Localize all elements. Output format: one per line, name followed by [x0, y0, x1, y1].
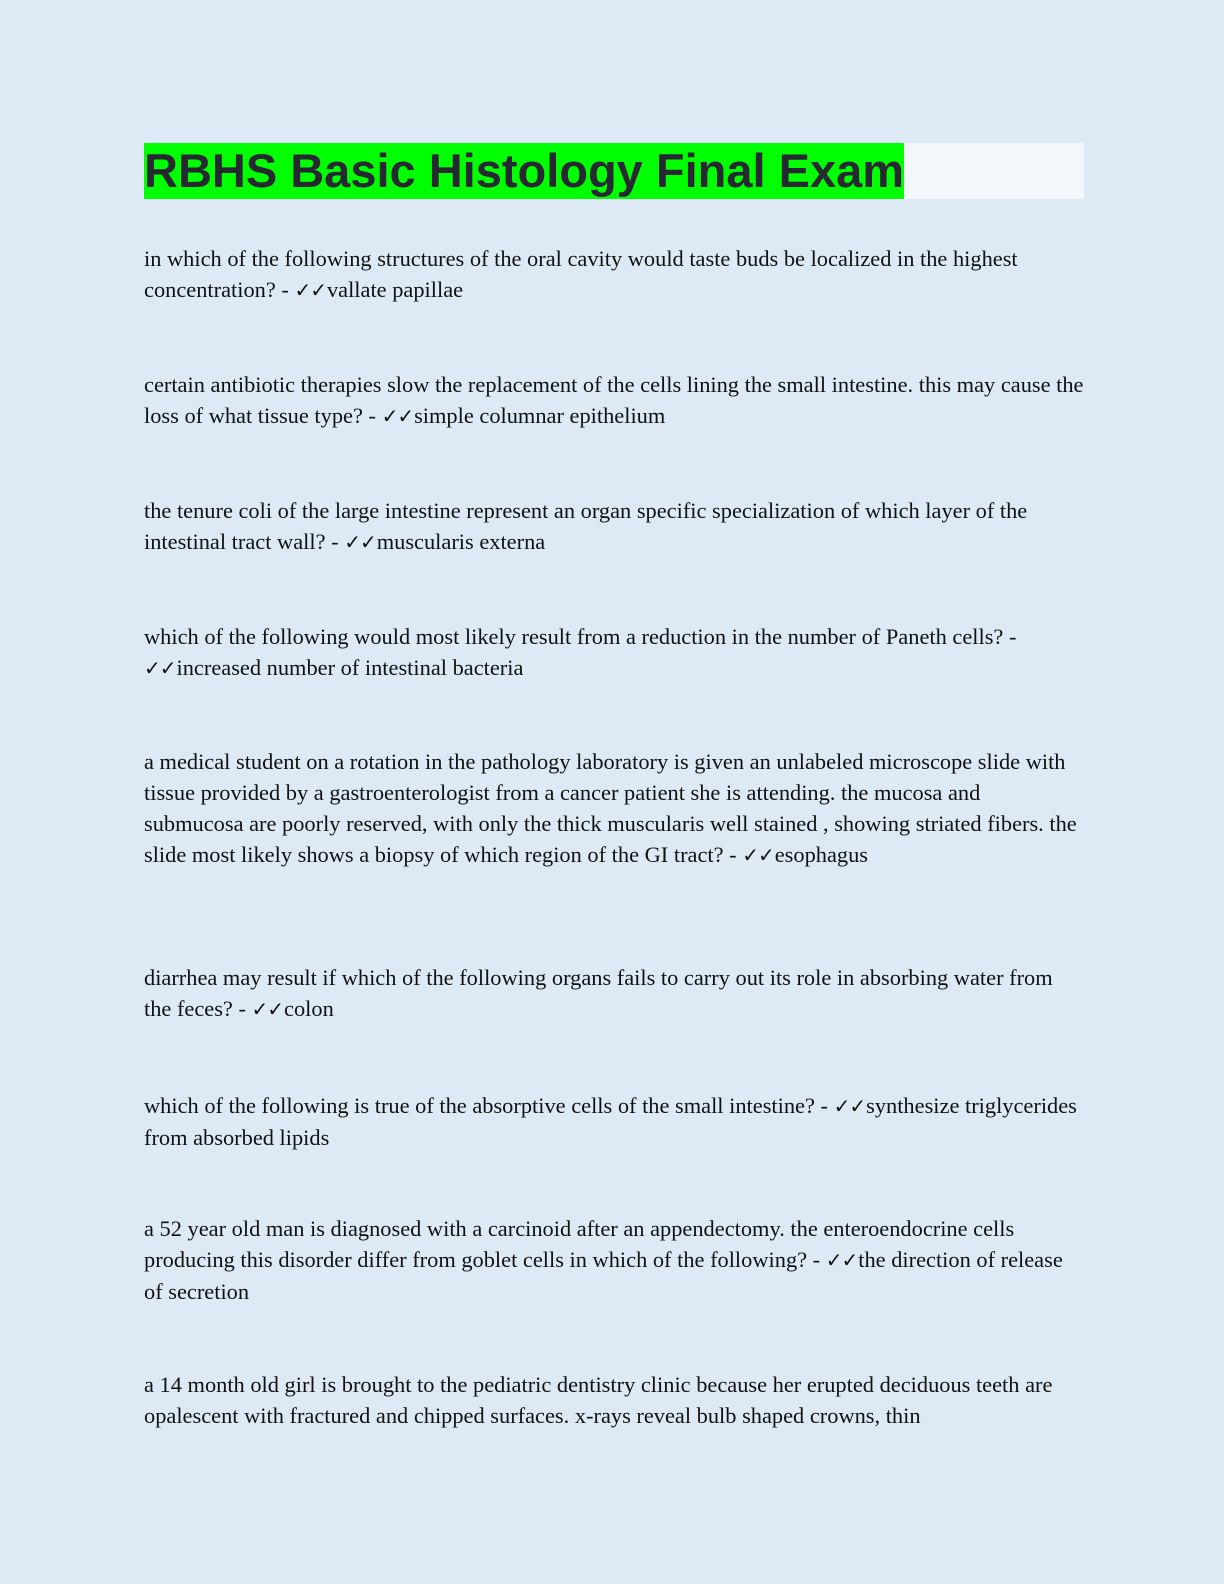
- question-text: certain antibiotic therapies slow the replacement of the cells lining the small intestine. this may cause the loss of what tissue type? -: [144, 372, 1084, 428]
- double-check-icon: ✓✓: [144, 656, 176, 680]
- answer-text: vallate papillae: [326, 277, 464, 302]
- question-text: which of the following is true of the absorptive cells of the small intestine? -: [144, 1093, 834, 1118]
- answer-text: colon: [284, 996, 334, 1021]
- document-title: RBHS Basic Histology Final Exam: [144, 144, 905, 197]
- question-item: [144, 962, 1084, 1025]
- double-check-icon: ✓✓: [381, 404, 414, 428]
- answer-text: esophagus: [774, 842, 869, 867]
- answer-text: increased number of intestinal bacteria: [176, 655, 524, 680]
- question-text: diarrhea may result if which of the following organs fails to carry out its role in absorbing water from the feces? -: [144, 965, 1053, 1021]
- question-item: [144, 1213, 1084, 1307]
- question-item: [144, 746, 1084, 871]
- double-check-icon: ✓✓: [833, 1094, 866, 1118]
- double-check-icon: ✓✓: [825, 1248, 858, 1272]
- answer-text: the direction of release of secretion: [144, 1247, 1063, 1304]
- answer-text: muscularis externa: [376, 529, 546, 554]
- question-item: [144, 1369, 1084, 1431]
- question-item: [144, 369, 1084, 432]
- question-item: [144, 621, 1084, 684]
- double-check-icon: ✓✓: [344, 530, 376, 554]
- question-text: a 52 year old man is diagnosed with a carcinoid after an appendectomy. the enteroendocrine cells producing this disorder differ from goblet cells in which of the following? -: [144, 1216, 1015, 1272]
- double-check-icon: ✓✓: [251, 997, 284, 1021]
- answer-text: synthesize triglycerides from absorbed lipids: [144, 1093, 1077, 1150]
- question-text: a 14 month old girl is brought to the pediatric dentistry clinic because her erupted deciduous teeth are opalescent with fractured and chipped surfaces. x-rays reveal bulb shaped crowns, thin: [144, 1372, 1053, 1428]
- question-item: [144, 495, 1084, 558]
- question-text: a medical student on a rotation in the pathology laboratory is given an unlabeled microscope slide with tissue provided by a gastroenterologist from a cancer patient she is attending. the mucosa and submucosa are poorly reserved, with only the thick muscularis well stained , showing striated fibers. the slide most likely shows a biopsy of which region of the GI tract? -: [144, 749, 1077, 867]
- question-text: which of the following would most likely result from a reduction in the number of Paneth cells? -: [144, 624, 1017, 649]
- question-text: in which of the following structures of the oral cavity would taste buds be localized in the highest concentration? -: [144, 246, 1018, 302]
- double-check-icon: ✓✓: [742, 843, 774, 867]
- question-text: the tenure coli of the large intestine represent an organ specific specialization of which layer of the intestinal tract wall? -: [144, 498, 1028, 554]
- double-check-icon: ✓✓: [294, 278, 326, 302]
- question-item: [144, 243, 1084, 306]
- question-item: [144, 1090, 1084, 1153]
- answer-text: simple columnar epithelium: [414, 403, 666, 428]
